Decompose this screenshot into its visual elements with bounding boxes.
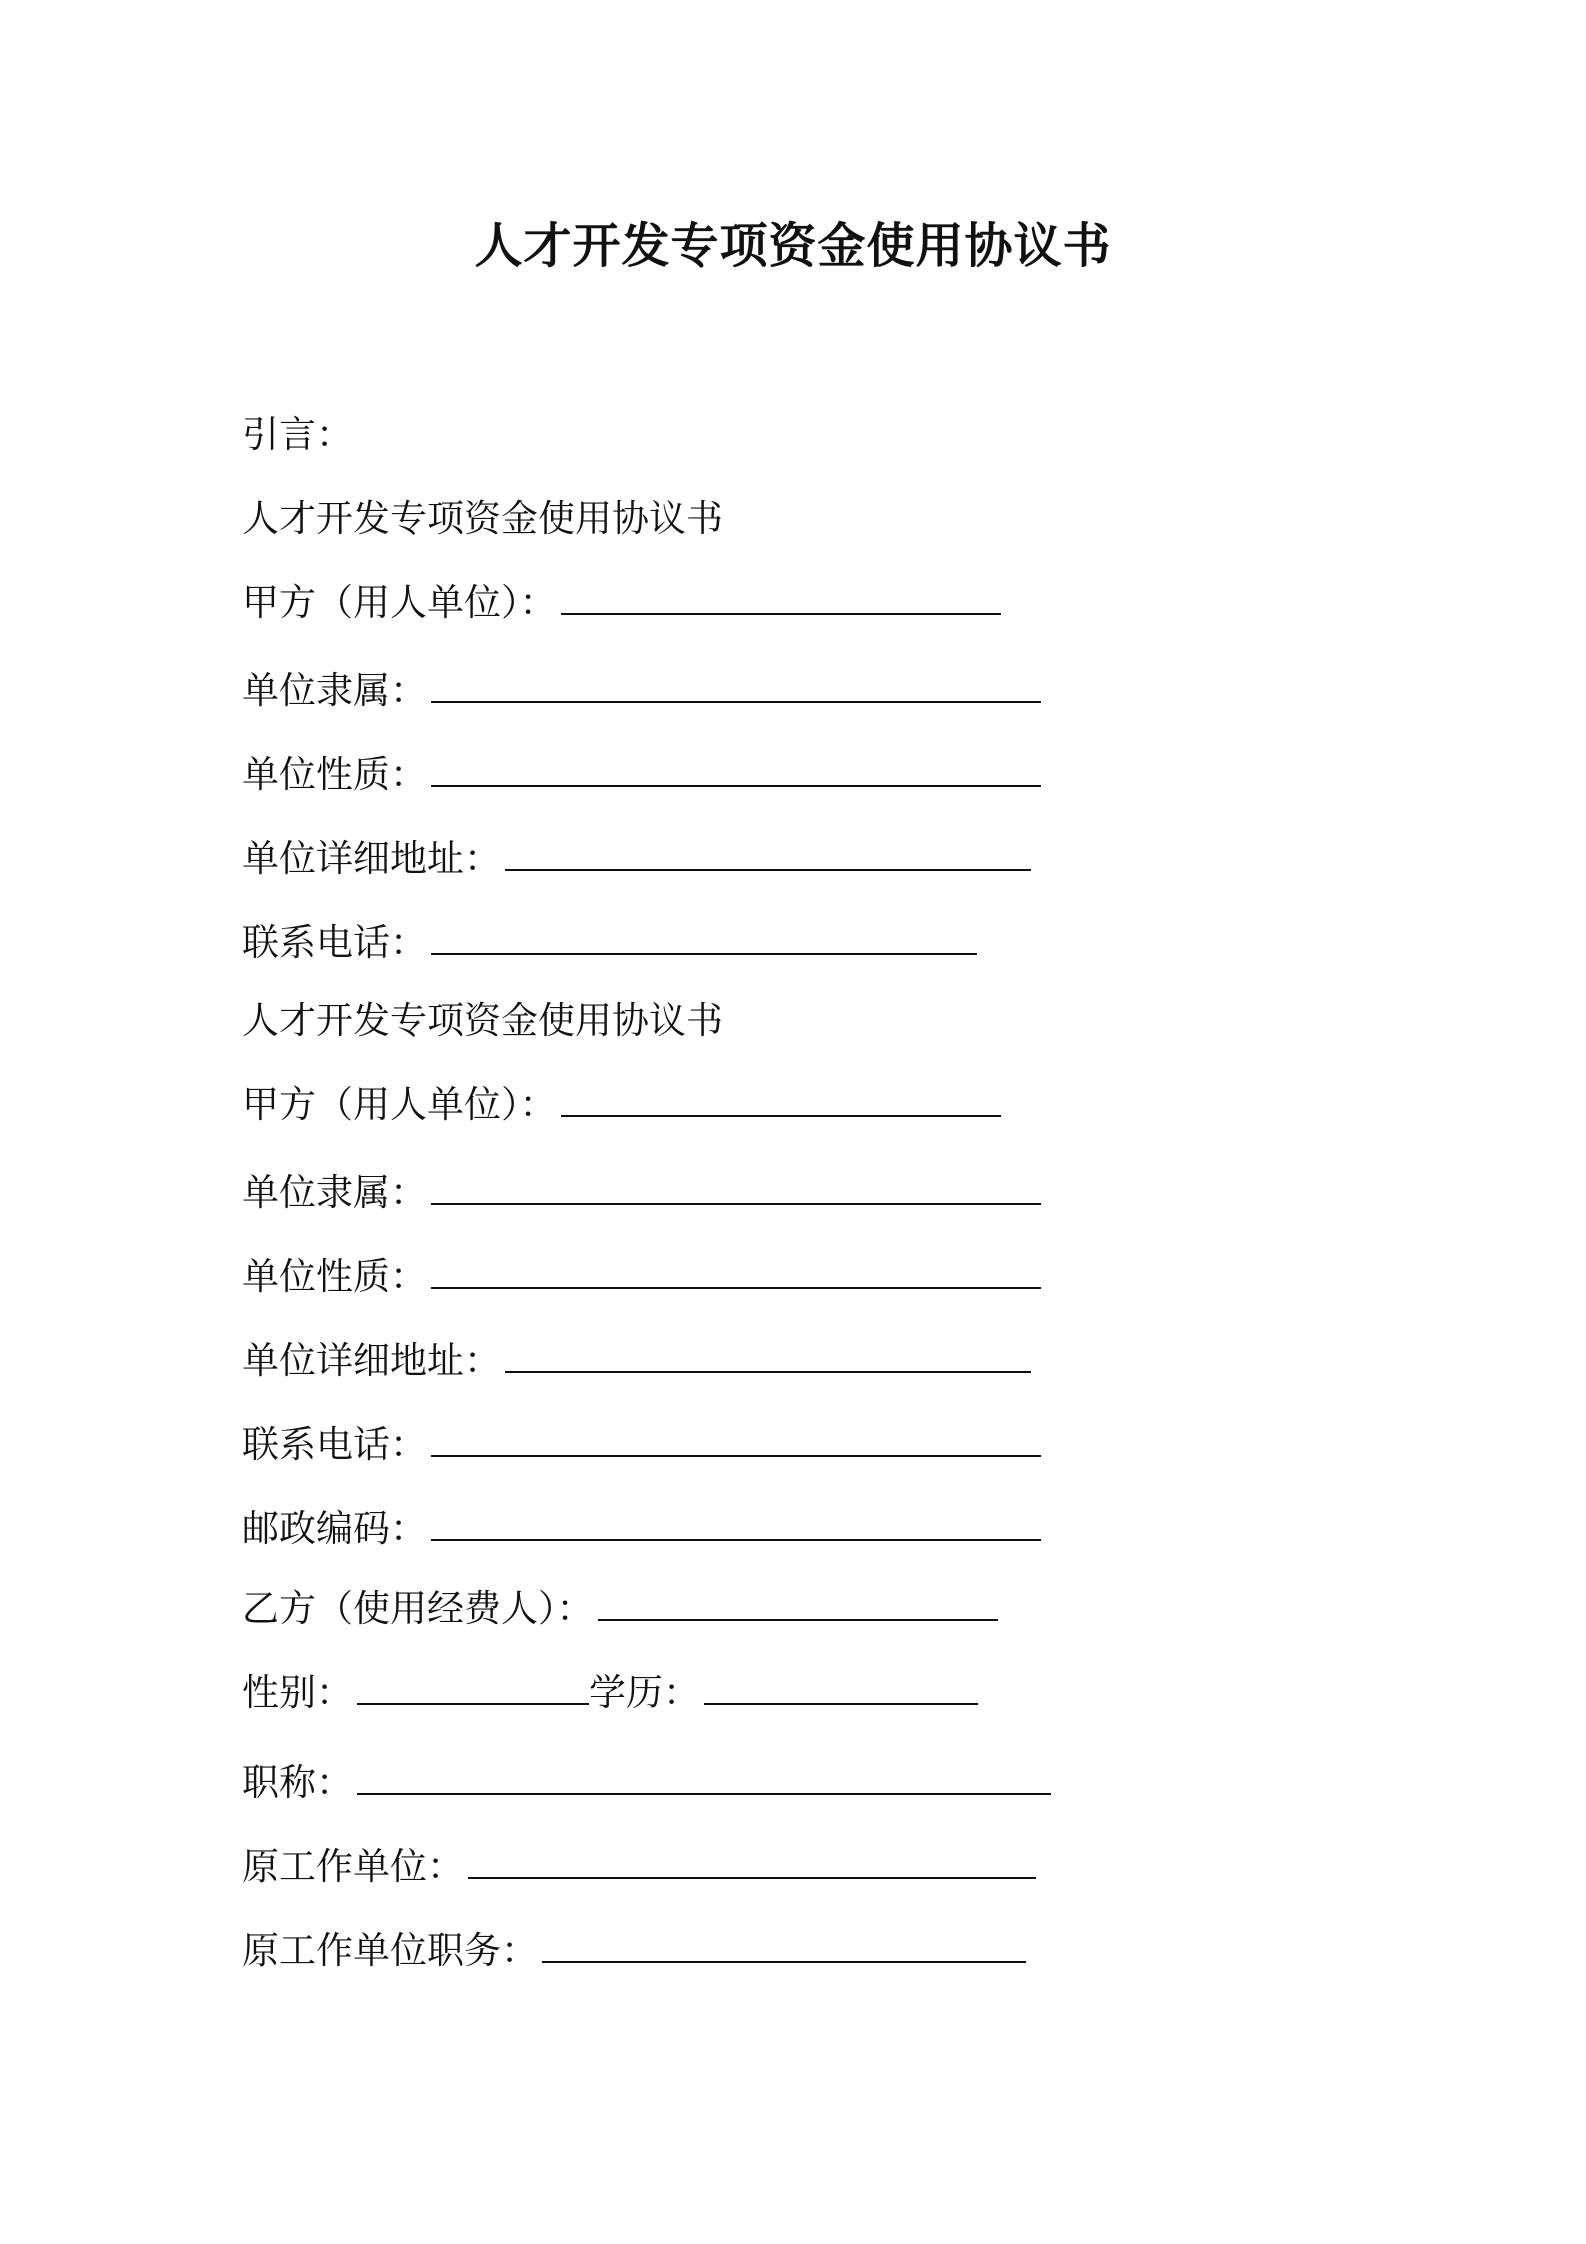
blank-line[interactable]: [561, 579, 1001, 615]
field-label: 单位隶属：: [242, 669, 427, 712]
blank-line[interactable]: [431, 1169, 1041, 1205]
field-label: 单位详细地址：: [242, 837, 501, 880]
field-label: 单位详细地址：: [242, 1339, 501, 1382]
field-label: 原工作单位职务：: [242, 1929, 538, 1972]
field-party-a-1: [242, 578, 1001, 628]
field-former-employer: [242, 1842, 1036, 1892]
field-phone-2: [242, 1420, 1041, 1470]
blank-line[interactable]: [505, 835, 1031, 871]
document-title: 人才开发专项资金使用协议书: [474, 218, 1112, 274]
blank-line[interactable]: [505, 1337, 1031, 1373]
field-label: 原工作单位：: [242, 1845, 464, 1888]
field-label: 乙方（使用经费人）：: [242, 1587, 594, 1630]
field-label: 甲方（用人单位）：: [242, 581, 557, 624]
field-former-position: [242, 1926, 1026, 1976]
blank-line[interactable]: [431, 1253, 1041, 1289]
field-label: 单位性质：: [242, 753, 427, 796]
blank-line[interactable]: [704, 1669, 978, 1705]
field-address-2: [242, 1336, 1031, 1386]
field-phone-1: [242, 918, 977, 968]
section-b-heading: 人才开发专项资金使用协议书: [242, 999, 723, 1042]
field-label: 学历：: [589, 1671, 700, 1714]
blank-line[interactable]: [431, 1505, 1041, 1541]
blank-line[interactable]: [542, 1927, 1026, 1963]
field-address-1: [242, 834, 1031, 884]
field-label: 联系电话：: [242, 1423, 427, 1466]
intro-label: 引言：: [242, 413, 353, 456]
field-label: 联系电话：: [242, 921, 427, 964]
field-affiliation-2: [242, 1168, 1041, 1218]
field-postcode: [242, 1504, 1041, 1554]
blank-line[interactable]: [468, 1843, 1036, 1879]
field-label: 甲方（用人单位）：: [242, 1083, 557, 1126]
field-affiliation-1: [242, 666, 1041, 716]
field-party-b: [242, 1584, 998, 1634]
field-party-a-2: [242, 1080, 1001, 1130]
blank-line[interactable]: [431, 667, 1041, 703]
field-nature-1: [242, 750, 1041, 800]
field-label: 单位性质：: [242, 1255, 427, 1298]
blank-line[interactable]: [431, 919, 977, 955]
field-label: 职称：: [242, 1761, 353, 1804]
blank-line[interactable]: [561, 1081, 1001, 1117]
field-label: 性别：: [242, 1671, 353, 1714]
blank-line[interactable]: [431, 751, 1041, 787]
field-label: 单位隶属：: [242, 1171, 427, 1214]
blank-line[interactable]: [357, 1759, 1051, 1795]
field-gender-education: [242, 1668, 978, 1718]
field-title-rank: [242, 1758, 1051, 1808]
section-a-heading: 人才开发专项资金使用协议书: [242, 497, 723, 540]
blank-line[interactable]: [598, 1585, 998, 1621]
field-label: 邮政编码：: [242, 1507, 427, 1550]
field-nature-2: [242, 1252, 1041, 1302]
blank-line[interactable]: [357, 1669, 589, 1705]
blank-line[interactable]: [431, 1421, 1041, 1457]
